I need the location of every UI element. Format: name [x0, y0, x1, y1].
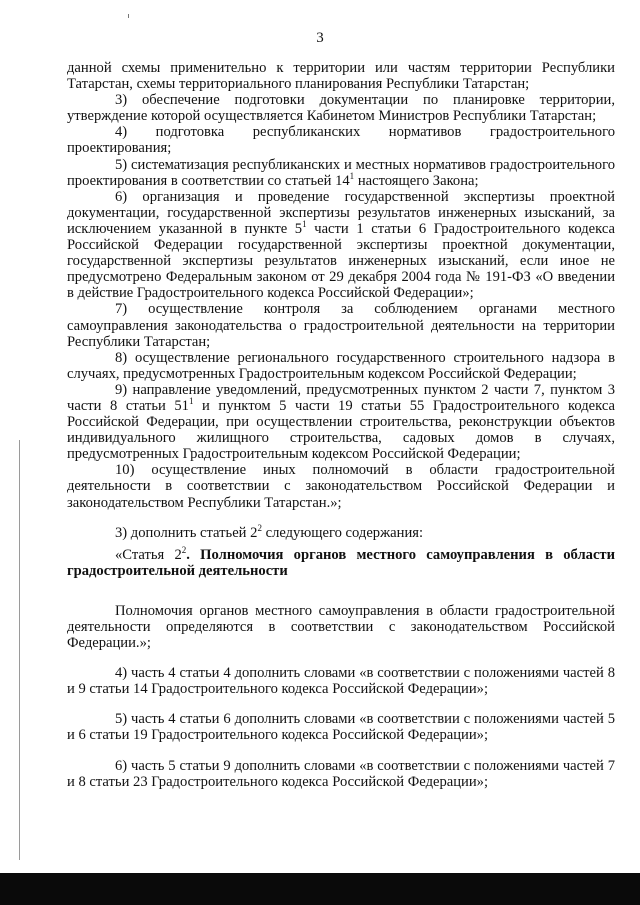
list-item-7: 7) осуществление контроля за соблюдением органами местного самоуправления законодательства о градостроительной деятельности на территории Республики Татарстан;: [67, 301, 615, 350]
amendment-5: 5) часть 4 статьи 6 дополнить словами «в соответствии с положениями частей 5 и 6 статьи 19 Градостроительного кодекса Российской Федерации»;: [67, 711, 615, 744]
superscript: 1: [302, 218, 307, 229]
superscript: 2: [181, 544, 187, 555]
list-item-5-text: 5) систематизация республиканских и местных нормативов градостроительного проектирования в соответствии со статьей 14: [67, 156, 615, 189]
article-prefix: «Статья 2: [115, 546, 182, 563]
superscript: 1: [349, 170, 355, 181]
scan-bottom-border: [0, 873, 640, 905]
paragraph-continuation: данной схемы применительно к территории или частям территории Республики Татарстан, схемы территориального планирования Республики Татарстан;: [67, 60, 615, 93]
list-item-4: 4) подготовка республиканских нормативов градостроительного проектирования;: [67, 124, 615, 157]
list-item-6-text: 6) организация и проведение государственной экспертизы проектной документации, государственной экспертизы результатов инженерных изысканий, за исключением указанной в пункте 5: [67, 188, 615, 237]
amendment-3: [67, 522, 615, 541]
article-body: Полномочия органов местного самоуправления в области градостроительной деятельности определяются в соответствии с законодательством Российской Федерации.»;: [67, 602, 615, 652]
scan-mark: [128, 14, 129, 18]
superscript: 2: [257, 522, 262, 533]
list-item-9-text-end: и пунктом 5 части 19 статьи 55 Градостроительного кодекса Российской Федерации, при осуществлении строительства, реконструкции объектов индивидуального жилищного строительства, садовых домов в случаях, предусмотренных Градостроительным кодексом Российской Федерации;: [67, 397, 615, 463]
list-item-5: [67, 157, 615, 189]
list-item-6: [67, 189, 615, 302]
amendment-3-text-end: следующего содержания:: [261, 524, 424, 541]
article-title: . Полномочия органов местного самоуправления в области градостроительной деятельности: [67, 546, 615, 579]
list-item-5-text-end: настоящего Закона;: [354, 172, 479, 189]
document-body: [67, 60, 615, 790]
superscript: 1: [188, 395, 194, 406]
list-item-10: 10) осуществление иных полномочий в области градостроительной деятельности в соответствии с законодательством Российской Федерации и законодательством Республики Татарстан.»;: [67, 462, 615, 511]
list-item-3: 3) обеспечение подготовки документации по планировке территории, утверждение которой осуществляется Кабинетом Министров Республики Татарстан;: [67, 92, 615, 125]
amendment-4: 4) часть 4 статьи 4 дополнить словами «в соответствии с положениями частей 8 и 9 статьи 14 Градостроительного кодекса Российской Федерации»;: [67, 665, 615, 698]
amendment-6: 6) часть 5 статьи 9 дополнить словами «в соответствии с положениями частей 7 и 8 статьи 23 Градостроительного кодекса Российской Федерации»;: [67, 757, 615, 790]
list-item-9-text: 9) направление уведомлений, предусмотренных пунктом 2 части 7, пунктом 3 части 8 статьи 51: [67, 381, 615, 414]
scan-edge-line: [19, 440, 20, 860]
article-heading: [67, 544, 615, 579]
list-item-9: [67, 382, 615, 462]
list-item-8: 8) осуществление регионального государственного строительного надзора в случаях, предусмотренных Градостроительным кодексом Российской Федерации;: [67, 349, 615, 382]
amendment-3-text: 3) дополнить статьей 2: [115, 524, 258, 541]
page-number: 3: [316, 30, 324, 46]
list-item-6-text-end: части 1 статьи 6 Градостроительного кодекса Российской Федерации государственной экспертизы проектной документации, государственной экспертизы результатов инженерных изысканий, если иное не предусмотрено Федеральным законом от 29 декабря 2004 года № 191-ФЗ «О введении в действие Градостроительного кодекса Российской Федерации»;: [67, 220, 615, 302]
